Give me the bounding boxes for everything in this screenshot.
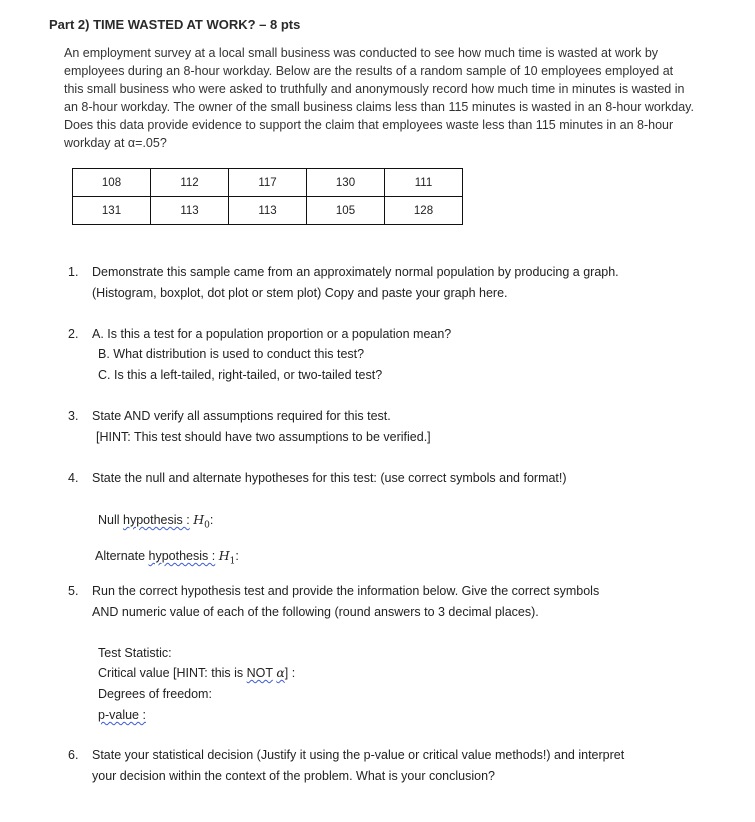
question-number: 4. — [68, 471, 79, 485]
null-colon: : — [209, 513, 214, 527]
p-value-label: p-value : — [98, 708, 146, 722]
alt-hypothesis-symbol: $H_1$ — [218, 548, 236, 567]
alt-colon: : — [235, 549, 239, 563]
critical-value-prefix: Critical value [HINT: this is — [98, 666, 247, 680]
question-text: AND numeric value of each of the following (round answers to 3 decimal places). — [92, 605, 539, 619]
question-number: 3. — [68, 409, 79, 423]
null-hypothesis-label: hypothesis : — [123, 513, 190, 527]
question-number: 6. — [68, 748, 79, 762]
question-text: Run the correct hypothesis test and provide the information below. Give the correct symbols — [92, 584, 600, 598]
question-text: State the null and alternate hypotheses for this test: (use correct symbols and format!) — [92, 471, 567, 485]
table-row — [73, 197, 463, 225]
critical-value-suffix: ] : — [284, 666, 296, 680]
question-text: State your statistical decision (Justify it using the p-value or critical value methods!) and interpret — [92, 748, 625, 762]
alt-hypothesis-label: hypothesis : — [148, 549, 216, 563]
question-number: 2. — [68, 327, 79, 341]
table-cell: 108 — [73, 169, 151, 197]
critical-value-not: NOT — [246, 666, 273, 680]
test-statistic-label: Test Statistic: — [98, 646, 172, 660]
table-cell: 117 — [229, 169, 307, 197]
table-cell: 105 — [307, 197, 385, 225]
table-cell: 113 — [229, 197, 307, 225]
question-part-c: C. Is this a left-tailed, right-tailed, or two-tailed test? — [98, 368, 383, 382]
question-number: 1. — [68, 265, 79, 279]
alpha-symbol: α — [276, 665, 285, 680]
table-cell: 131 — [73, 197, 151, 225]
question-text: (Histogram, boxplot, dot plot or stem plot) Copy and paste your graph here. — [92, 286, 508, 300]
null-hypothesis-line — [98, 510, 213, 536]
null-hypothesis-symbol: $H_0$ — [193, 512, 210, 531]
section-heading: Part 2) TIME WASTED AT WORK? – 8 pts — [49, 17, 301, 32]
table-cell: 130 — [307, 169, 385, 197]
degrees-of-freedom-label: Degrees of freedom: — [98, 687, 212, 701]
table-cell: 111 — [385, 169, 463, 197]
question-number: 5. — [68, 584, 79, 598]
table-cell: 113 — [151, 197, 229, 225]
alt-hypothesis-prefix: Alternate — [95, 549, 149, 563]
sample-data-table — [72, 168, 463, 225]
question-text: Demonstrate this sample came from an approximately normal population by producing a graph. — [92, 265, 619, 279]
question-part-b: B. What distribution is used to conduct this test? — [98, 347, 365, 361]
critical-value-line — [98, 663, 295, 683]
null-hypothesis-prefix: Null — [98, 513, 124, 527]
question-hint: [HINT: This test should have two assumptions to be verified.] — [96, 430, 431, 444]
question-text: State AND verify all assumptions required for this test. — [92, 409, 391, 423]
table-row — [73, 169, 463, 197]
table-cell: 128 — [385, 197, 463, 225]
question-text: your decision within the context of the problem. What is your conclusion? — [92, 769, 495, 783]
problem-description: An employment survey at a local small business was conducted to see how much time is wasted at work by employees during an 8-hour workday. Below are the results of a random sample of 10 employees employed at this small business who were asked to truthfully and anonymously record how much time in minutes is wasted in an 8-hour workday. The owner of the small business claims less than 115 minutes is wasted in an 8-hour workday. Does this data provide evidence to support the claim that employees waste less than 115 minutes in an 8-hour workday at α=.05? — [64, 46, 694, 151]
alternate-hypothesis-line — [95, 546, 239, 572]
question-part-a: A. Is this a test for a population proportion or a population mean? — [92, 327, 452, 341]
table-cell: 112 — [151, 169, 229, 197]
